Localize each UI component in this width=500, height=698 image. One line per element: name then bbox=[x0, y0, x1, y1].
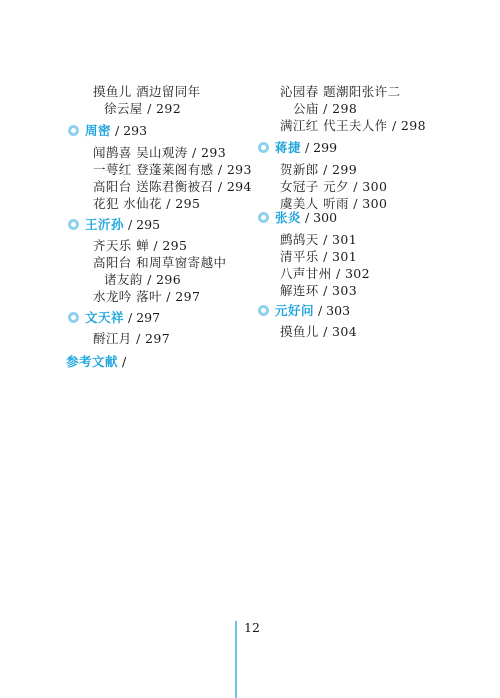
author-heading-zhoumi[interactable] bbox=[68, 123, 147, 139]
references-link[interactable] bbox=[66, 354, 126, 370]
references-title: 参考文献 bbox=[66, 354, 119, 369]
toc-entry[interactable]: 水龙吟 落叶 / 297 bbox=[93, 289, 201, 304]
author-heading-yuanhaowen[interactable] bbox=[258, 303, 350, 319]
toc-entry[interactable]: 虞美人 听雨 / 300 bbox=[280, 196, 388, 211]
author-page: / 299 bbox=[305, 140, 338, 155]
toc-entry[interactable]: 贺新郎 / 299 bbox=[280, 162, 358, 177]
toc-entry[interactable]: 摸鱼儿 酒边留同年 bbox=[93, 84, 201, 99]
author-name: 蒋捷 bbox=[275, 140, 302, 155]
author-heading-wentianxiang[interactable] bbox=[68, 310, 160, 326]
author-page: / 297 bbox=[128, 310, 161, 325]
bullet-icon bbox=[68, 125, 79, 136]
toc-entry[interactable]: 一萼红 登蓬莱阁有感 / 293 bbox=[93, 162, 252, 177]
author-heading-zhangyan[interactable] bbox=[258, 210, 337, 226]
page-number: 12 bbox=[244, 620, 260, 635]
toc-entry[interactable]: 齐天乐 蝉 / 295 bbox=[93, 238, 188, 253]
author-page: / 303 bbox=[318, 303, 351, 318]
author-heading-wangyisun[interactable] bbox=[68, 217, 160, 233]
toc-entry[interactable]: 摸鱼儿 / 304 bbox=[280, 324, 358, 339]
toc-entry[interactable]: 高阳台 和周草窗寄越中 bbox=[93, 255, 227, 270]
author-name: 张炎 bbox=[275, 210, 302, 225]
toc-entry[interactable]: 女冠子 元夕 / 300 bbox=[280, 179, 388, 194]
toc-entry[interactable]: 闻鹊喜 吴山观涛 / 293 bbox=[93, 145, 227, 160]
toc-entry[interactable]: 鹧鸪天 / 301 bbox=[280, 232, 358, 247]
toc-entry[interactable]: 清平乐 / 301 bbox=[280, 249, 358, 264]
toc-entry[interactable]: 八声甘州 / 302 bbox=[280, 266, 371, 281]
toc-entry[interactable]: 徐云屋 / 292 bbox=[104, 101, 182, 116]
bullet-icon bbox=[68, 312, 79, 323]
toc-entry[interactable]: 诸友韵 / 296 bbox=[104, 272, 182, 287]
author-heading-jiangjie[interactable] bbox=[258, 140, 337, 156]
toc-entry[interactable]: 沁园春 题潮阳张许二 bbox=[280, 84, 401, 99]
toc-entry[interactable]: 解连环 / 303 bbox=[280, 283, 358, 298]
toc-entry[interactable]: 花犯 水仙花 / 295 bbox=[93, 196, 201, 211]
bullet-icon bbox=[68, 219, 79, 230]
author-page: / 300 bbox=[305, 210, 338, 225]
author-name: 文天祥 bbox=[85, 310, 125, 325]
toc-entry[interactable]: 公庙 / 298 bbox=[293, 101, 358, 116]
bullet-icon bbox=[258, 305, 269, 316]
bullet-icon bbox=[258, 142, 269, 153]
author-page: / 295 bbox=[128, 217, 161, 232]
author-name: 元好问 bbox=[275, 303, 315, 318]
author-name: 周密 bbox=[85, 123, 112, 138]
references-slash: / bbox=[122, 354, 127, 369]
toc-entry[interactable]: 高阳台 送陈君衡被召 / 294 bbox=[93, 179, 252, 194]
bullet-icon bbox=[258, 212, 269, 223]
author-name: 王沂孙 bbox=[85, 217, 125, 232]
page-divider bbox=[235, 621, 237, 698]
toc-entry[interactable]: 满江红 代王夫人作 / 298 bbox=[280, 118, 426, 133]
toc-entry[interactable]: 酹江月 / 297 bbox=[93, 331, 171, 346]
author-page: / 293 bbox=[115, 123, 148, 138]
